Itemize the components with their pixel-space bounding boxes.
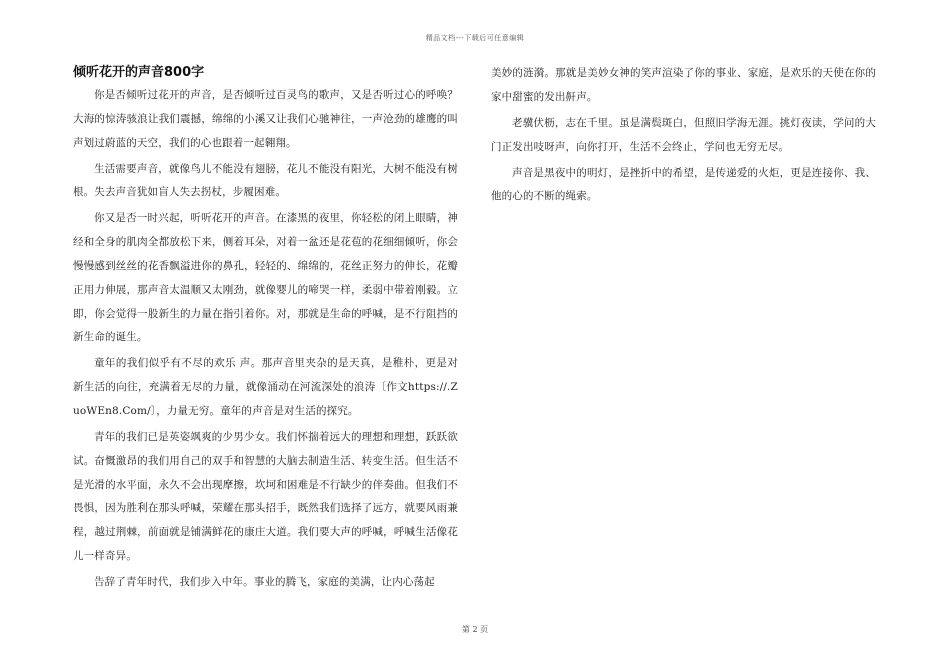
paragraph: 生活需要声音，就像鸟儿不能没有翅膀，花儿不能没有阳光，大树不能没有树根。失去声音犹如盲人失去拐杖，步履困难。: [73, 162, 458, 199]
page-header: 精品文档---下载后可任意编辑: [425, 34, 525, 42]
paragraph: 声音是黑夜中的明灯，是挫折中的希望，是传递爱的火炬，更是连接你、我、他的心的不断的绳索。: [491, 166, 876, 203]
left-column: [73, 62, 458, 597]
paragraph-continued: 美妙的涟漪。那就是美妙女神的笑声渲染了你的事业、家庭，是欢乐的天使在你的家中甜蜜的发出鼾声。: [491, 67, 876, 103]
paragraph: 你又是否一时兴起，听听花开的声音。在漆黑的夜里，你轻松的闭上眼睛，神经和全身的肌肉全都放松下来，侧着耳朵，对着一盆还是花苞的花细细倾听，你会慢慢感到丝丝的花香飘溢进你的鼻孔，轻轻的、绵绵的，花丝正努力的伸长，花瓣正用力伸展，那声音太温顺又太刚劲，就像婴儿的啼哭一样，柔弱中带着刚毅。立即，你会觉得一股新生的力量在指引着你。对，那就是生命的呼喊，是不行阻挡的新生命的诞生。: [73, 212, 458, 344]
page-number: 第 2 页: [461, 625, 489, 634]
paragraph: 你是否倾听过花开的声音，是否倾听过百灵鸟的歌声，又是否听过心的呼唤？大海的惊涛骇浪让我们震撼，绵绵的小溪又让我们心驰神往，一声沧劲的雄鹰的叫声划过蔚蓝的天空，我们的心也跟着一起翱翔。: [73, 89, 458, 149]
paragraph: 青年的我们已是英姿飒爽的少男少女。我们怀揣着远大的理想和理想，跃跃欲试。奋慨激昂的我们用自己的双手和智慧的大脑去制造生活、转变生活。但生活不是光滑的水平面，永久不会出现摩擦，坎坷和困难是不行缺少的伴奏曲。但我们不畏惧，因为胜利在那头呼喊，荣耀在那头招手，既然我们选择了远方，就要风雨兼程，越过荆棘，前面就是铺满鲜花的康庄大道。我们要大声的呼喊，呼喊生活像花儿一样奇异。: [73, 430, 458, 562]
paragraph: 童年的我们似乎有不尽的欢乐 声。那声音里夹杂的是天真，是稚朴，更是对新生活的向往，充满着无尽的力量，就像涌动在河流深处的浪涛〔作文https://.ZuoWEn8.Com/〕，力量无穷。童年的声音是对生活的探究。: [73, 357, 458, 417]
right-column: [491, 62, 876, 211]
article-title: 倾听花开的声音800字: [73, 65, 205, 80]
paragraph: 告辞了青年时代，我们步入中年。事业的腾飞，家庭的美满，让内心荡起: [94, 575, 435, 588]
paragraph: 老骥伏枥，志在千里。虽是满鬓斑白，但照旧学海无涯。挑灯夜读，学问的大门正发出吱呀声，向你打开，生活不会终止，学问也无穷无尽。: [491, 116, 876, 153]
